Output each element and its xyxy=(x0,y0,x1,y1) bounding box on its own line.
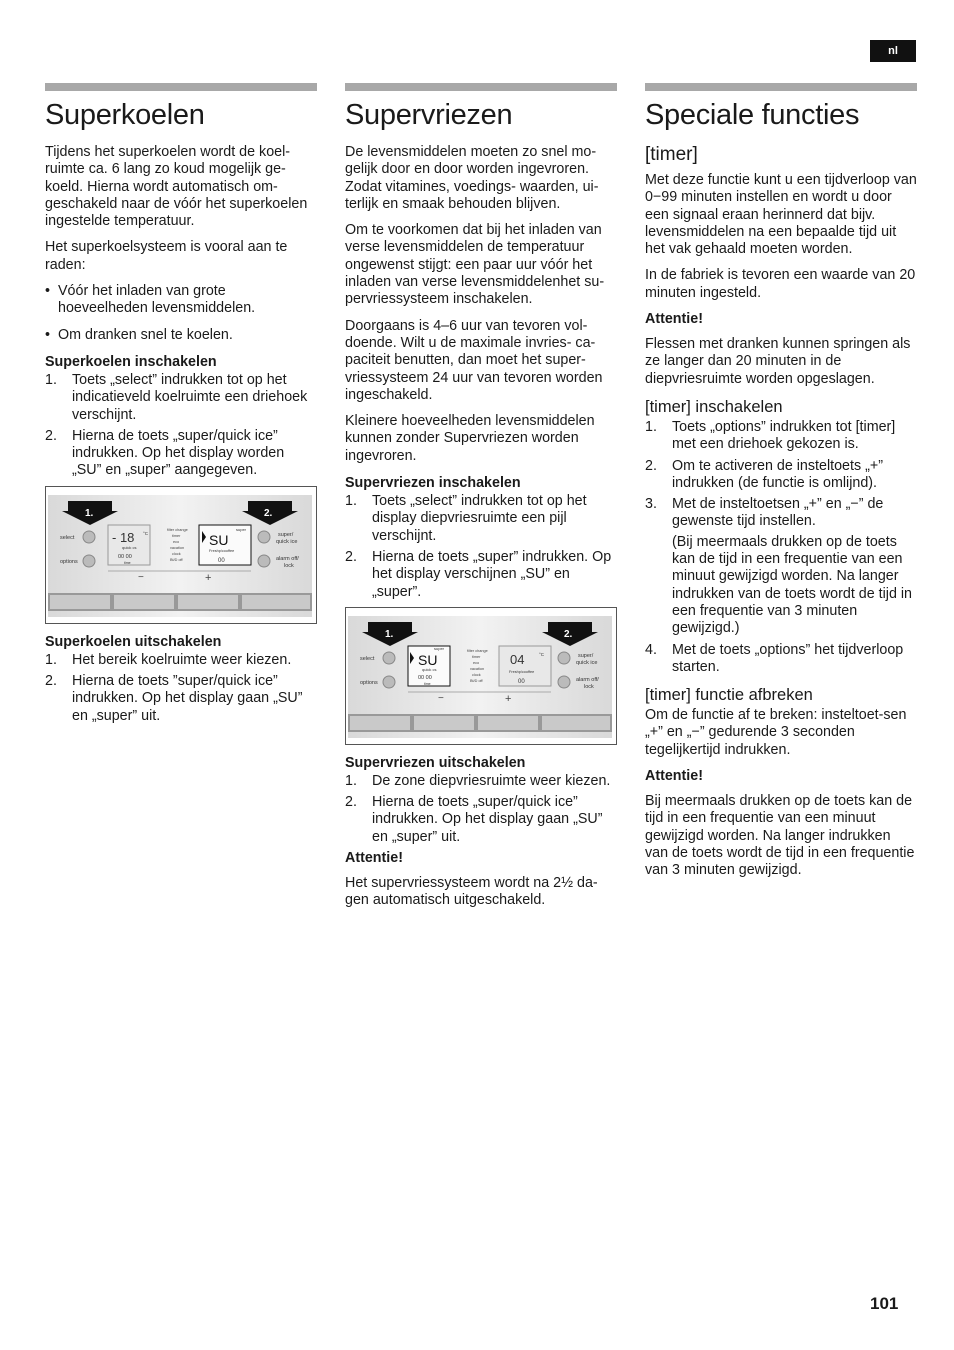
svg-text:super: super xyxy=(434,645,445,651)
paragraph: Het supervriessysteem wordt na 2½ da-gen automatisch uitgeschakeld. xyxy=(345,875,598,909)
svg-text:super: super xyxy=(236,526,247,532)
subheading: Supervriezen uitschakelen xyxy=(345,754,526,771)
list-item: 2. Hierna de toets „super/quick ice” indrukken. Op het display worden „SU” en „super” aangegeven. xyxy=(45,427,285,479)
subheading: Superkoelen uitschakelen xyxy=(45,633,222,650)
options-button[interactable] xyxy=(83,555,95,567)
section-title: Speciale functies xyxy=(645,99,860,131)
list-item: 1. Toets „options” indrukken tot [timer] met een driehoek gekozen is. xyxy=(645,418,896,453)
svg-text:select: select xyxy=(60,534,75,541)
section-title: Supervriezen xyxy=(345,99,513,131)
alarm-lock-button[interactable] xyxy=(258,555,270,567)
list-item: 2. Hierna de toets ”super/quick ice” indrukken. Op het display gaan „SU” en „super” uit. xyxy=(45,673,303,724)
section-rule xyxy=(45,83,317,91)
paragraph: Om de functie af te breken: insteltoet-sen „+” en „−” gedurende 3 seconden tegelijkertijd indrukken. xyxy=(645,707,907,758)
subsection-title: [timer] functie afbreken xyxy=(645,686,813,705)
control-panel-illustration xyxy=(46,487,316,623)
svg-text:1.: 1. xyxy=(85,507,94,519)
options-button[interactable] xyxy=(383,676,395,688)
svg-text:eco: eco xyxy=(473,660,480,665)
svg-text:quick cs: quick cs xyxy=(422,666,437,672)
svg-text:super/: super/ xyxy=(278,531,294,538)
svg-text:Bt/D off: Bt/D off xyxy=(470,678,483,683)
select-button[interactable] xyxy=(83,531,95,543)
paragraph: Doorgaans is 4–6 uur van tevoren vol-doende. Wilt u de maximale invries- ca-paciteit benutten, dan moet het super-vriessysteem 24 uur van tevoren worden ingeschakeld. xyxy=(345,317,603,403)
svg-text:- 18: - 18 xyxy=(112,529,135,545)
svg-text:vacation: vacation xyxy=(170,545,185,550)
section-rule xyxy=(345,83,617,91)
svg-text:options: options xyxy=(360,679,378,686)
svg-text:quick cs: quick cs xyxy=(122,544,137,550)
control-panel-illustration xyxy=(346,608,616,744)
list-item: 2. Hierna de toets „super” indrukken. Op het display verschijnen „SU” en „super”. xyxy=(345,548,612,600)
step-list xyxy=(645,419,917,531)
bottom-button-2[interactable] xyxy=(114,595,174,609)
bottom-button-4[interactable] xyxy=(242,595,310,609)
paragraph: De levensmiddelen moeten zo snel mo-gelijk door en door worden ingevroren. Zodat vitamines, voedings- waarden, ui-terlijk en smaak behouden blijven. xyxy=(345,144,599,212)
attention-heading: Attentie! xyxy=(345,850,403,867)
step-list xyxy=(45,652,317,725)
bottom-button-1[interactable] xyxy=(50,595,110,609)
svg-text:SU: SU xyxy=(418,651,438,668)
svg-text:+: + xyxy=(505,692,512,705)
svg-text:timer: timer xyxy=(172,533,181,538)
svg-text:vacation: vacation xyxy=(470,666,485,671)
list-item: 1. Het bereik koelruimte weer kiezen. xyxy=(45,651,292,668)
super-quick-ice-button[interactable] xyxy=(258,531,270,543)
bullet-list xyxy=(45,283,317,344)
step-list xyxy=(345,493,617,601)
svg-text:clock: clock xyxy=(172,551,181,556)
paragraph: Het superkoelsysteem is vooral aan te raden: xyxy=(45,239,288,273)
page-number: 101 xyxy=(870,1294,899,1313)
subheading: Superkoelen inschakelen xyxy=(45,353,217,370)
subsection-title: [timer] inschakelen xyxy=(645,397,783,416)
paragraph: In de fabriek is tevoren een waarde van 20 minuten ingesteld. xyxy=(645,267,916,301)
svg-text:1.: 1. xyxy=(385,628,394,640)
list-item: 4. Met de toets „options” het tijdverloop starten. xyxy=(645,641,904,675)
svg-text:alarm off/: alarm off/ xyxy=(576,676,599,683)
paragraph: Bij meermaals drukken op de toets kan de tijd in een frequentie van een minuut gewijzigd worden. Na langer indrukken van de toets wordt de tijd in een frequentie van 3 minuten gewijzigd. xyxy=(645,793,915,879)
control-panel-figure xyxy=(345,607,617,745)
language-badge: nl xyxy=(870,40,916,62)
list-item: 3. Met de insteltoetsen „+” en „−” de gewenste tijd instellen. xyxy=(645,496,884,530)
alarm-lock-button[interactable] xyxy=(558,676,570,688)
svg-text:timer: timer xyxy=(472,654,481,659)
select-button[interactable] xyxy=(383,652,395,664)
column-superkoelen xyxy=(45,83,317,729)
svg-text:eco: eco xyxy=(173,539,180,544)
bottom-button-3[interactable] xyxy=(478,716,538,730)
svg-text:Freshp/cooffee: Freshp/cooffee xyxy=(509,669,535,674)
paragraph: Met deze functie kunt u een tijdverloop van 0−99 minuten instellen en wordt u door een signaal eraan herinnerd dat bijv. levensmiddelen na een bepaalde tijd uit het vak gehaald moeten worden. xyxy=(645,172,917,258)
svg-text:filter change: filter change xyxy=(467,648,488,653)
paragraph: Tijdens het superkoelen wordt de koel-ruimte ca. 6 lang zo koud mogelijk ge-koeld. Hierna wordt automatisch om-geschakeld naar de vóór het superkoelen ingestelde temperatuur. xyxy=(45,144,308,230)
svg-text:2.: 2. xyxy=(264,507,273,519)
paragraph: Kleinere hoeveelheden levensmiddelen kunnen zonder Supervriezen worden ingevroren. xyxy=(345,413,595,464)
svg-text:filter change: filter change xyxy=(167,527,188,532)
section-title: Superkoelen xyxy=(45,99,205,131)
svg-text:00: 00 xyxy=(518,678,525,685)
svg-text:lock: lock xyxy=(584,683,594,690)
svg-text:2.: 2. xyxy=(564,628,573,640)
svg-text:time: time xyxy=(424,681,431,686)
bottom-button-4[interactable] xyxy=(542,716,610,730)
bottom-button-2[interactable] xyxy=(414,716,474,730)
column-supervriezen xyxy=(345,83,617,919)
bottom-button-3[interactable] xyxy=(178,595,238,609)
paragraph: Flessen met dranken kunnen springen als ze langer dan 20 minuten in de diepvriesruimte worden opgeslagen. xyxy=(645,336,911,387)
control-panel-figure xyxy=(45,486,317,624)
svg-text:−: − xyxy=(438,692,444,704)
svg-text:00 00: 00 00 xyxy=(118,553,132,560)
svg-text:Bt/D off: Bt/D off xyxy=(170,557,183,562)
step-list xyxy=(345,773,617,846)
list-item: 1. Toets „select” indrukken tot op het display diepvriesruimte een pijl verschijnt. xyxy=(345,493,587,544)
svg-text:SU: SU xyxy=(209,531,229,548)
svg-text:quick ice: quick ice xyxy=(276,538,298,545)
svg-text:Freshp/cooffee: Freshp/cooffee xyxy=(209,548,235,553)
note: (Bij meermaals drukken op de toets kan de tijd in een frequentie van een minuut gewijzigd worden. Na langer indrukken van de toets wordt de tijd in een frequentie van 3 minuten gewijzigd.) xyxy=(672,533,913,637)
svg-text:clock: clock xyxy=(472,672,481,677)
bottom-button-1[interactable] xyxy=(350,716,410,730)
column-speciale-functies xyxy=(645,83,917,889)
svg-text:options: options xyxy=(60,558,78,565)
step-list xyxy=(45,372,317,480)
section-rule xyxy=(645,83,917,91)
svg-text:00 00: 00 00 xyxy=(418,674,432,681)
svg-text:°C: °C xyxy=(539,651,545,657)
svg-text:alarm off/: alarm off/ xyxy=(276,555,299,562)
list-item: 2. Om te activeren de insteltoets „+” indrukken (de functie is omlijnd). xyxy=(645,457,883,491)
subsection-title: [timer] xyxy=(645,144,698,165)
svg-text:super/: super/ xyxy=(578,652,594,659)
attention-heading: Attentie! xyxy=(645,311,703,328)
svg-text:lock: lock xyxy=(284,562,294,569)
svg-text:−: − xyxy=(138,571,144,583)
svg-text:quick ice: quick ice xyxy=(576,659,598,666)
svg-text:04: 04 xyxy=(510,651,525,667)
super-quick-ice-button[interactable] xyxy=(558,652,570,664)
subheading: Supervriezen inschakelen xyxy=(345,475,521,492)
list-item: 1. Toets „select” indrukken tot op het indicatieveld koelruimte een driehoek verschijnt. xyxy=(45,371,308,423)
svg-text:select: select xyxy=(360,655,375,662)
paragraph: Om te voorkomen dat bij het inladen van verse levensmiddelen de temperatuur ongewenst stijgt: een paar uur vóór het inladen van verse levensmiddelenhet su-pervriessysteem inschakelen. xyxy=(345,222,605,308)
svg-text:time: time xyxy=(124,560,131,565)
attention-heading: Attentie! xyxy=(645,768,703,785)
list-item: 1. De zone diepvriesruimte weer kiezen. xyxy=(345,772,611,789)
svg-text:°C: °C xyxy=(143,530,149,536)
svg-text:00: 00 xyxy=(218,557,225,564)
svg-text:+: + xyxy=(205,571,212,584)
list-item: 2. Hierna de toets „super/quick ice” indrukken. Op het display gaan „SU” en „super” uit. xyxy=(345,794,603,845)
list-item: • Om dranken snel te koelen. xyxy=(45,327,317,344)
step-list xyxy=(645,642,917,677)
list-item: • Vóór het inladen van grote hoeveelheden levensmiddelen. xyxy=(45,283,317,318)
